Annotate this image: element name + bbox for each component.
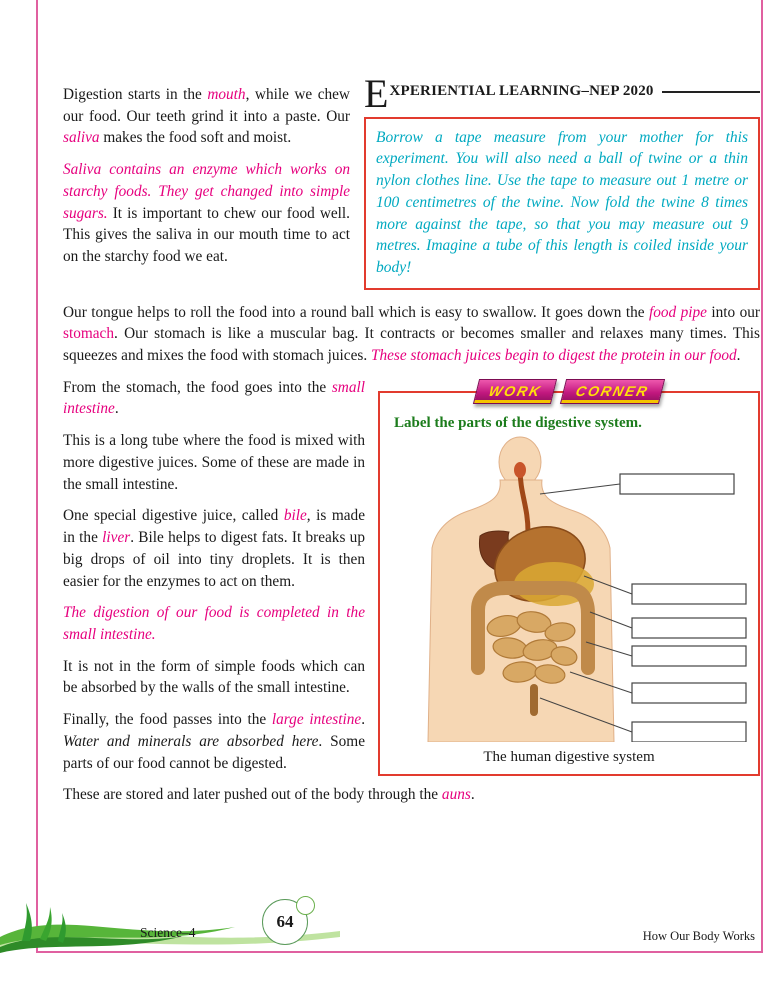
work-corner-banner [476, 379, 662, 404]
banner-word-work: WORK [473, 379, 558, 404]
page-number: 64 [276, 912, 294, 931]
label-box-1 [620, 474, 734, 494]
experiential-heading [364, 71, 760, 116]
label-box-3 [632, 618, 746, 638]
digestive-system-illustration [388, 436, 750, 747]
label-box-6 [632, 722, 746, 742]
para-stored-pushed-out: These are stored and later pushed out of the body through the auns. [63, 786, 475, 804]
illustration-caption: The human digestive system [483, 748, 655, 765]
para-tongue-foodpipe: Our tongue helps to roll the food into a round ball which is easy to swallow. It goes down the food pipe into our stomach. Our stomach is like a muscular bag. It contracts or becomes smaller and relaxes many times. This squeezes and mixes the food with stomach juices. These stomach juices begin to digest the protein in our food. [63, 303, 760, 365]
label-box-2 [632, 584, 746, 604]
top-section [63, 71, 760, 290]
lower-section [63, 377, 760, 806]
label-boxes [620, 474, 746, 742]
para-stomach-to-small-intestine: From the stomach, the food goes into the small intestine. [63, 378, 365, 418]
para-long-tube: This is a long tube where the food is mixed with more digestive juices. Some of these are made in the small intestine. [63, 432, 365, 493]
footer-book-title: Science–4 [140, 925, 196, 940]
footer-chapter-title: How Our Body Works [642, 929, 755, 943]
circle-bubble [296, 896, 315, 915]
page-frame-right [761, 0, 763, 953]
experiment-text: Borrow a tape measure from your mother for this experiment. You will also need a ball of twine or a thin nylon clothes line. Use the tape to measure out 1 metre or 100 centimetres of the twine. Now fold the twine 8 times more against the tape, so that you may measure out 9 metres. Imagine a tube of this length is coiled inside your body! [376, 128, 748, 276]
intro-column [63, 78, 350, 290]
experiential-column [364, 71, 760, 290]
banner-word-corner: CORNER [560, 379, 665, 404]
page-frame-left [36, 0, 38, 953]
heading-text: XPERIENTIAL LEARNING–NEP 2020 [389, 83, 654, 99]
para-bile-liver: One special digestive juice, called bile, is made in the liver. Bile helps to digest fats. It breaks up big drops of oil into tiny droplets. It is then easier for the enzymes to act on them. [63, 507, 365, 590]
throat [514, 462, 526, 478]
page-content [63, 71, 760, 816]
para-digestion-completed: The digestion of our food is completed in the small intestine. [63, 604, 365, 643]
page-footer [0, 893, 783, 953]
heading-dropcap: E [364, 71, 389, 116]
label-box-5 [632, 683, 746, 703]
page-number-circle [262, 899, 308, 945]
work-corner-title: Label the parts of the digestive system. [394, 414, 642, 431]
digestive-system-svg [388, 436, 750, 742]
heading-rule [662, 91, 760, 93]
para-digestion-mouth: Digestion starts in the mouth, while we chew our food. Our teeth grind it into a paste. Our saliva makes the food soft and moist. [63, 86, 350, 147]
label-box-4 [632, 646, 746, 666]
para-saliva-enzyme: Saliva contains an enzyme which works on starchy foods. They get changed into simple sugars. It is important to chew our food well. This gives the saliva in our mouth time to act on the starchy food we eat. [63, 161, 350, 266]
experiment-box [364, 117, 760, 290]
para-large-intestine: Finally, the food passes into the large intestine. Water and minerals are absorbed here. Some parts of our food cannot be digested. [63, 711, 366, 772]
work-corner-box [378, 382, 760, 776]
para-simple-foods: It is not in the form of simple foods which can be absorbed by the walls of the small intestine. [63, 657, 365, 697]
